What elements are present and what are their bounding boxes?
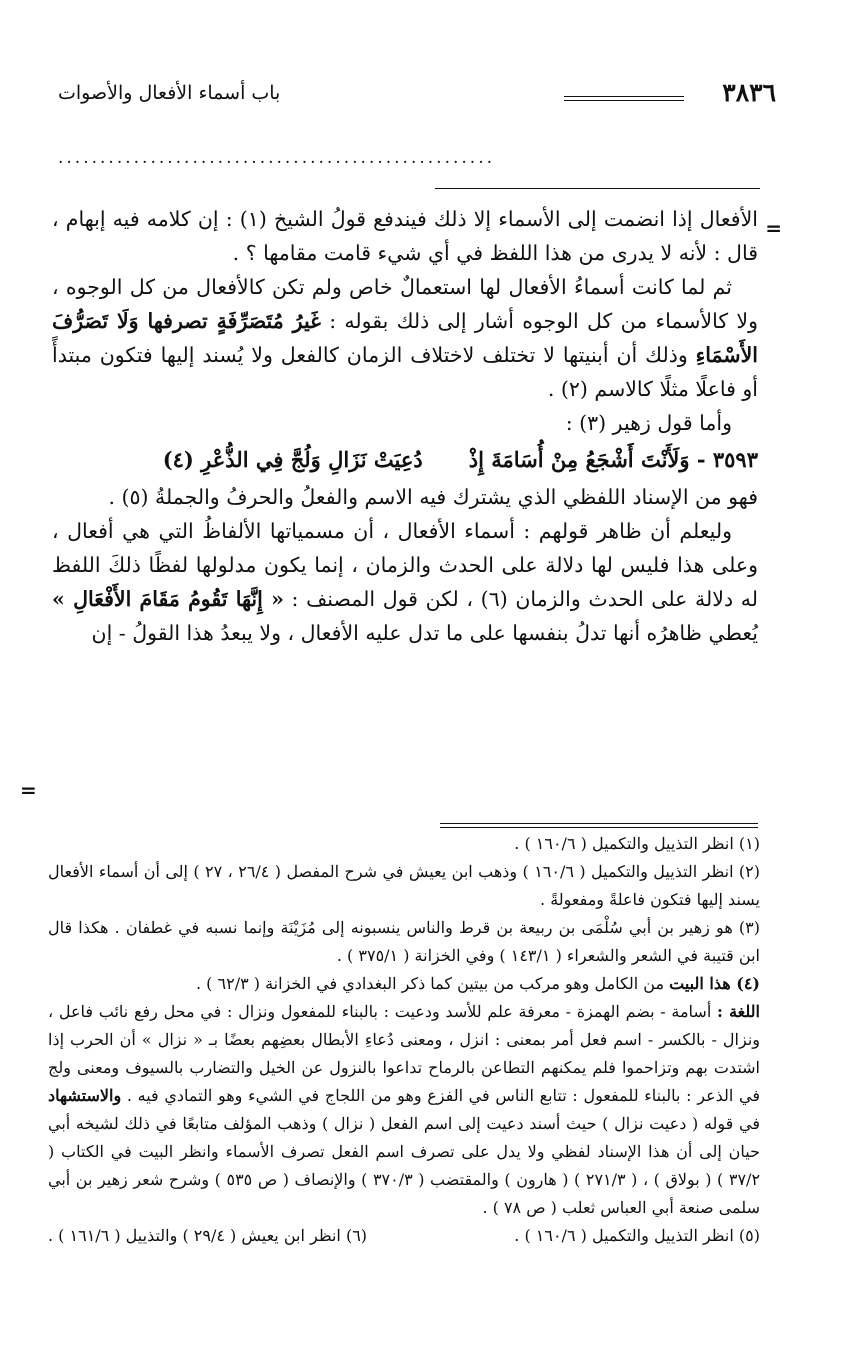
footnote-6: (٦) انظر ابن يعيش ( ٢٩/٤ ) والتذييل ( ١٦١/٦ ) .	[48, 1226, 368, 1245]
footnote-4-lugha	[48, 998, 760, 1222]
section-rule	[435, 188, 760, 189]
shahid-label: والاستشهاد	[48, 1086, 122, 1105]
paragraph-2-text-c: وذلك أن أبنيتها لا تختلف لاختلاف الزمان كالفعل ولا يُسند إليها فتكون مبتدأً أو فاعلًا مثلًا كالاسم (٢) .	[52, 343, 758, 401]
footnote-1: (١) انظر التذييل والتكميل ( ١٦٠/٦ ) .	[514, 834, 760, 853]
page-number: ٣٨٣٦	[722, 78, 776, 107]
shahid-text: في قوله ( دعيت نزال ) حيث أسند دعيت إلى اسم الفعل ( نزال ) وذهب المؤلف متابعًا في ذلك لشيخه أبي حيان إلى أن هذا الإسناد لفظي ولا يدل على تصرف اسم الفعل تصرف الأسماء وانظر البيت في الكتاب ( ٣٧/٢ ) ( بولاق ) ، ( ٢٧١/٣ ) ( هارون ) والمقتضب ( ٣٧٠/٣ ) والإنصاف ( ص ٥٣٥ ) وشرح شعر زهير بن أبي سلمى صنعة أبي العباس ثعلب ( ص ٧٨ ) .	[48, 1114, 761, 1217]
verse-number: ٣٥٩٣ -	[696, 447, 758, 472]
verse-part-2: دُعِيَتْ نَزَالِ وَلُجَّ فِي الذُّعْرِ (٤)	[162, 447, 423, 472]
paragraph-4: فهو من الإسناد اللفظي الذي يشترك فيه الاسم والفعلُ والحرفُ والجملةُ (٥) .	[108, 485, 758, 509]
paragraph-5-text-c: يُعطي ظاهرُه أنها تدلُ بنفسها على ما تدل عليه الأفعال ، ولا يبعدُ هذا القولُ - إن	[91, 621, 758, 645]
footnote-4	[48, 970, 760, 998]
footnote-2: (٢) انظر التذييل والتكميل ( ١٦٠/٦ ) وذهب ابن يعيش في شرح المفصل ( ٢٦/٤ ، ٢٧ ) إلى أن أسماء الأفعال يسند إليها فتكون فاعلةً ومفعولةً .	[48, 862, 760, 909]
poetry-verse	[52, 440, 758, 480]
page-header	[58, 78, 776, 118]
footnote-3: (٣) هو زهير بن أبي سُلْمَى بن ربيعة بن قرط والناس ينسبونه إلى مُزَيْنَة وإنما نسبه في غطفان . هكذا قال ابن قتيبة في الشعر والشعراء ( ١٤٣/١ ) وفي الخزانة ( ٣٧٥/١ ) .	[48, 918, 760, 965]
main-text	[52, 202, 758, 650]
quoted-author-text: « إِنَّهَا تَقُومُ مَقَامَ الأَفْعَالِ »	[52, 587, 284, 611]
footnote-rule	[440, 823, 758, 828]
footnotes	[48, 830, 760, 1250]
quoted-text: غَيرُ مُتَصَرِّفَةٍ تصرفها وَلَا تَصَرُّفَ الأَسْمَاءِ	[52, 309, 758, 367]
footnote-4-label: (٤) هذا البيت	[669, 974, 760, 993]
lugha-text: أسامة - بضم الهمزة - معرفة علم للأسد ودعيت : بالبناء للمفعول ونزال : في محل رفع نائب فاعل ، ونزال - بالكسر - اسم فعل أمر بمعنى : انزل ، ومعنى دُعاءِ الأبطال بعضِهم بعضًا بـ « نزال » أن الحرب إذا اشتدت بهم وتزاحموا فلم يمكنهم التطاعن بالرماح تداعوا بالنزول عن الخيل والتضارب بالسيوف ومعنى ولج في الذعر : بالبناء للمفعول : تتابع الناس في الفزع وهو من اللجاج في الشيء وهو التمادي فيه .	[48, 1002, 761, 1105]
continuation-mark-start: =	[765, 216, 782, 240]
paragraph-1: الأفعال إذا انضمت إلى الأسماء إلا ذلك فيندفع قولُ الشيخ (١) : إن كلامه فيه إبهام ، قال : لأنه لا يدرى من هذا اللفظ في أي شيء قامت مقامها ؟ .	[52, 207, 758, 265]
paragraph-2-text-a: ثم لما كانت أسماءُ الأفعال لها استعمالٌ خاص ولم تكن كالأفعال من كل الوجوه ، ولا كالأسماء من كل الوجوه أشار إلى ذلك بقوله :	[52, 275, 758, 333]
lugha-label: اللغة :	[716, 1002, 760, 1021]
header-rule	[564, 96, 684, 101]
paragraph-5	[52, 514, 758, 650]
paragraph-3: وأما قول زهير (٣) :	[565, 411, 732, 435]
running-title: باب أسماء الأفعال والأصوات	[58, 82, 281, 104]
continuation-mark-end: =	[20, 778, 37, 802]
paragraph-5-text-a: وليعلم أن ظاهر قولهم : أسماء الأفعال ، أن مسمياتها الألفاظُ التي هي أفعال ، وعلى هذا فليس لها دلالة على الحدث والزمان ، إنما يكون مدلولها لفظًا ذلكَ اللفظ له دلالة على الحدث والزمان (٦) ، لكن قول المصنف :	[52, 519, 758, 611]
paragraph-2	[52, 270, 758, 406]
ellipsis-dots: ....................................................	[58, 148, 495, 168]
footnote-5: (٥) انظر التذييل والتكميل ( ١٦٠/٦ ) .	[514, 1226, 760, 1245]
verse-part-1: وَلَأَنْتَ أَشْجَعُ مِنْ أُسَامَةَ إِذْ	[468, 447, 690, 472]
footnote-4-text: من الكامل وهو مركب من بيتين كما ذكر البغدادي في الخزانة ( ٦٢/٣ ) .	[196, 974, 665, 993]
footnotes-5-6	[48, 1222, 760, 1250]
verse-first-hemistich	[469, 440, 758, 480]
